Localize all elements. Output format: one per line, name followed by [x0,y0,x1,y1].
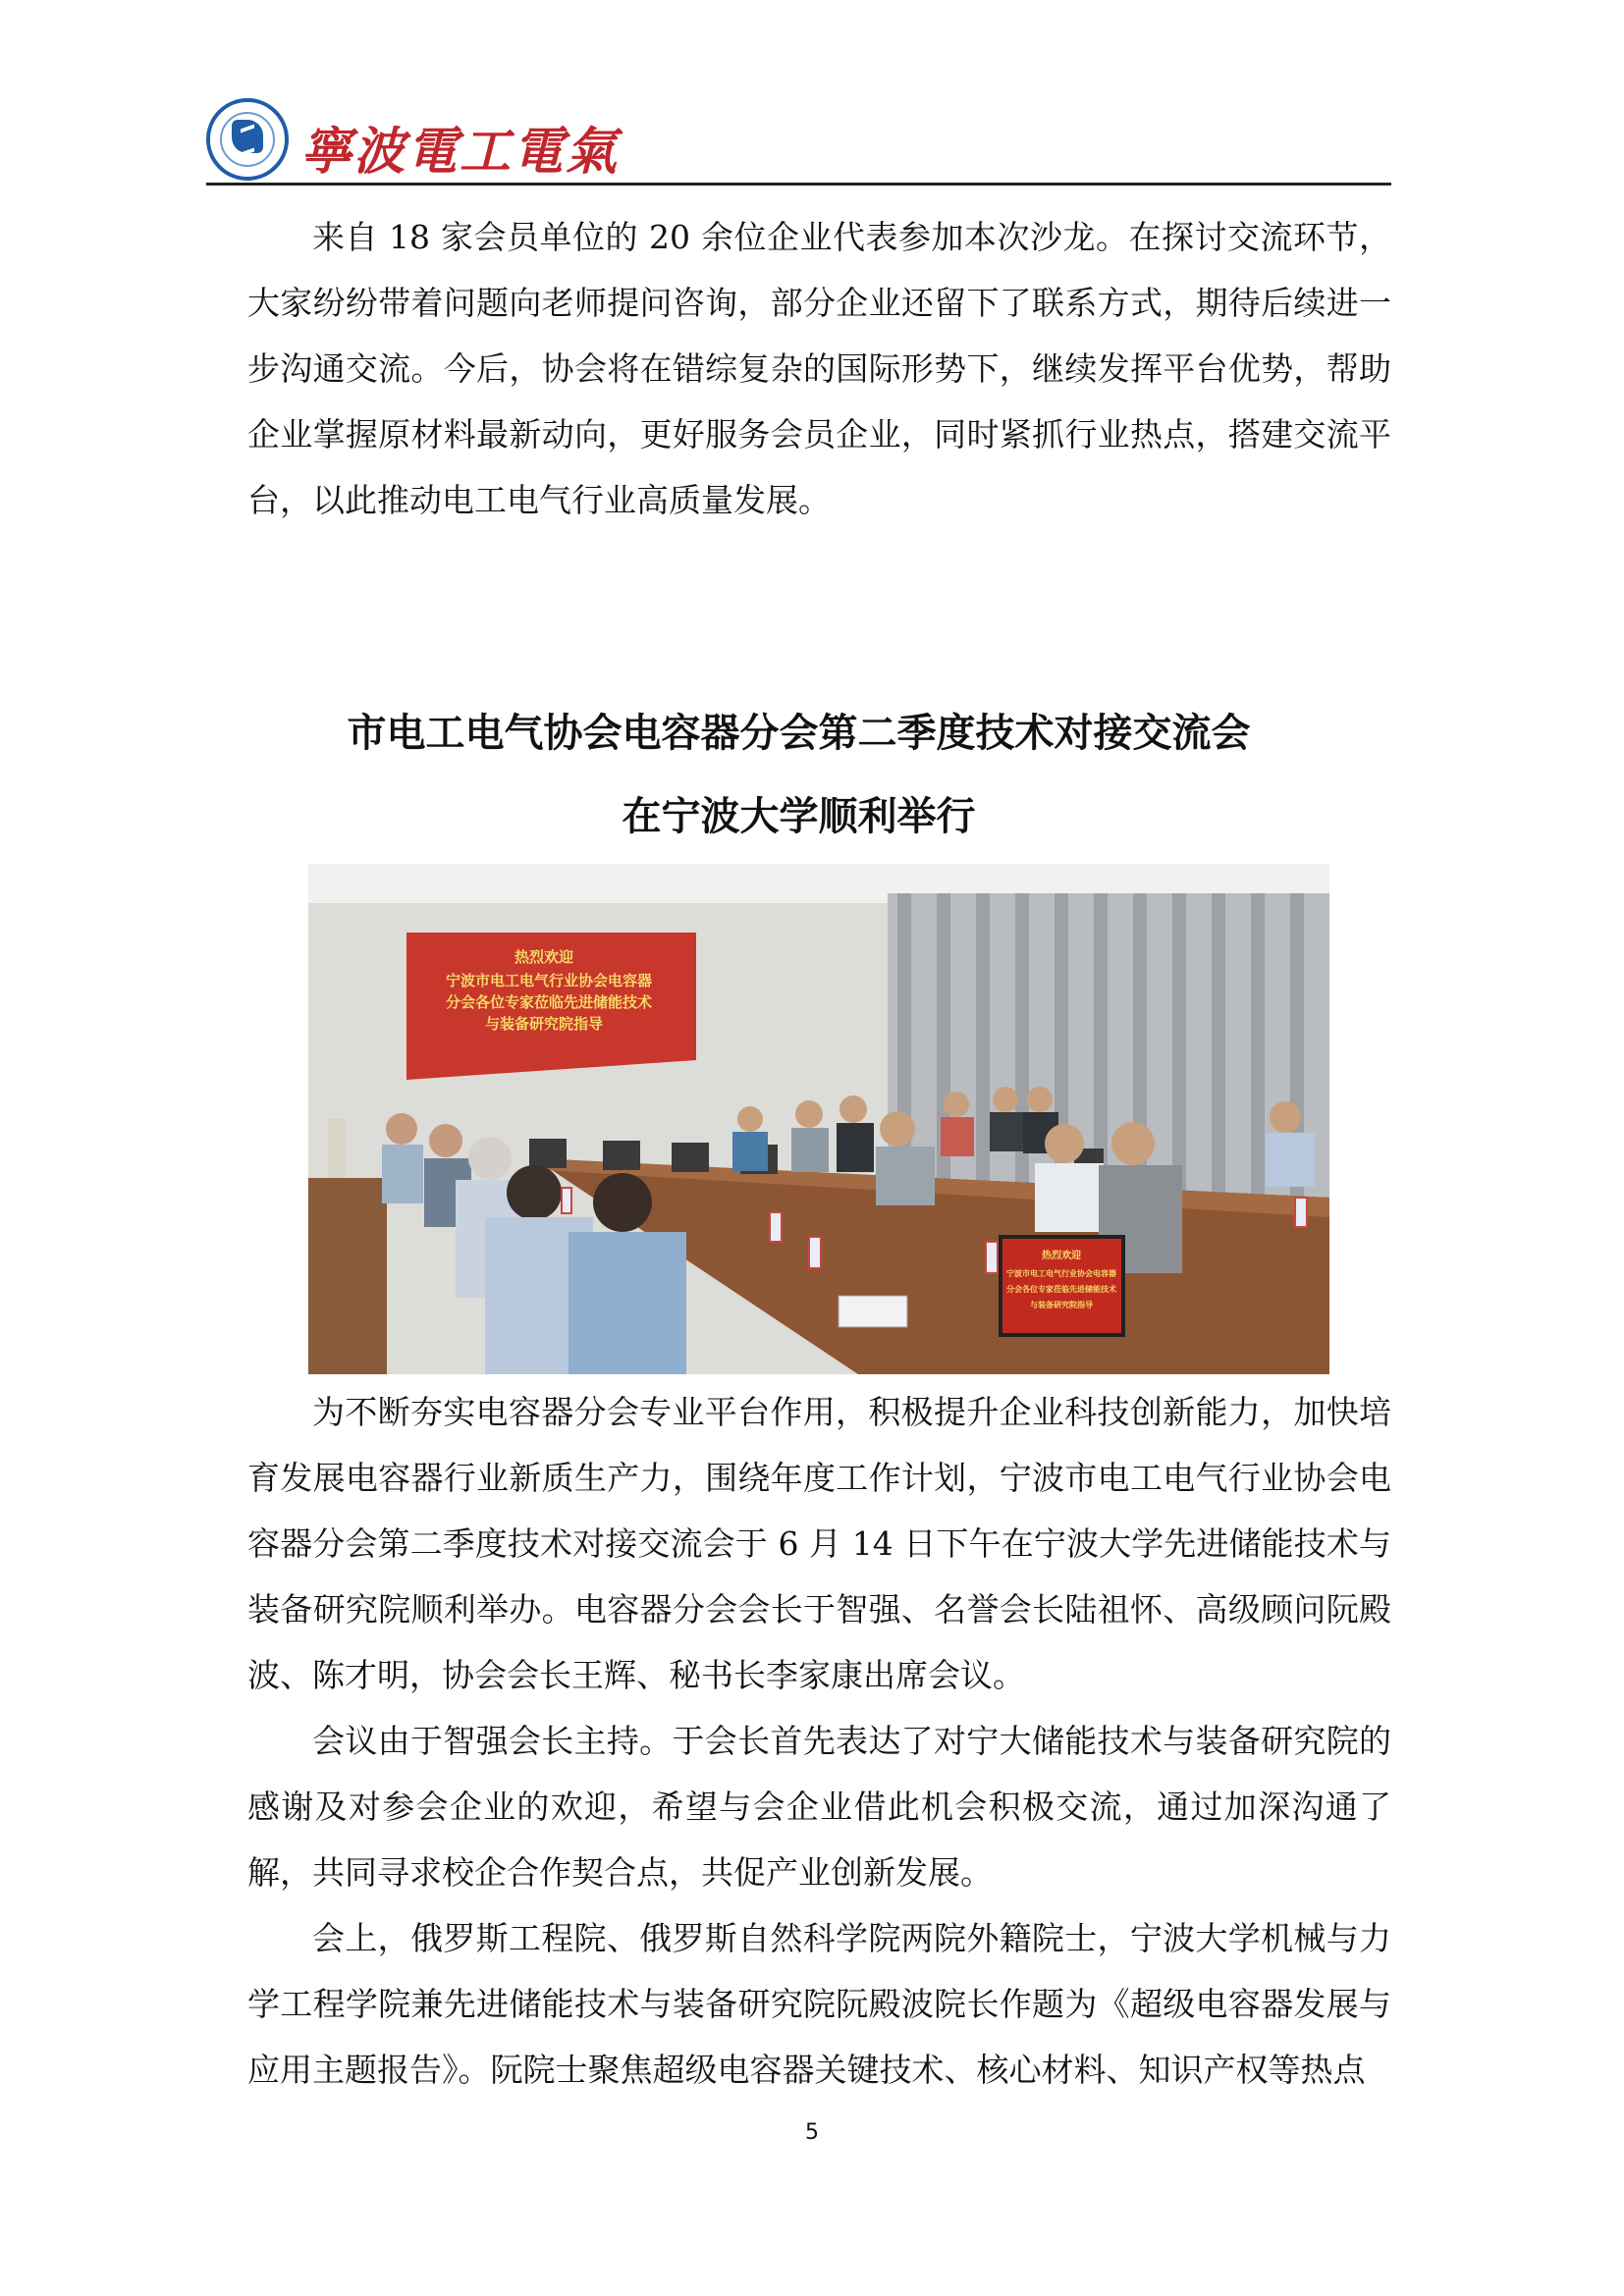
screen-line-1: 热烈欢迎 [514,948,574,966]
sign-line-3: 分会各位专家莅临先进储能技术 [1006,1285,1116,1294]
seal-mark [232,120,263,153]
page-header [206,98,1384,187]
sign-line-2: 宁波市电工电气行业协会电容器 [1006,1269,1116,1278]
header-divider [206,183,1391,186]
screen-line-3: 分会各位专家莅临先进储能技术 [445,993,653,1011]
page-number: 5 [805,2120,819,2145]
intro-paragraph: 来自 18 家会员单位的 20 余位企业代表参加本次沙龙。在探讨交流环节，大家纷纷带着问题向老师提问咨询，部分企业还留下了联系方式，期待后续进一步沟通交流。今后，协会将在错综复杂的国际形势下，继续发挥平台优势，帮助企业掌握原材料最新动向，更好服务会员企业，同时紧抓行业热点，搭建交流平台，以此推动电工电气行业高质量发展。 [247,218,1391,519]
article-title-line1: 市电工电气协会电容器分会第二季度技术对接交流会 [347,711,1251,756]
screen-line-2: 宁波市电工电气行业协会电容器 [445,972,653,989]
table-sign [1001,1237,1123,1335]
association-seal-icon [206,98,289,181]
projection-screen [406,933,696,1080]
body-paragraph-1: 为不断夯实电容器分会专业平台作用，积极提升企业科技创新能力，加快培育发展电容器行业新质生产力，围绕年度工作计划，宁波市电工电气行业协会电容器分会第二季度技术对接交流会于 6 月 14 日下午在宁波大学先进储能技术与装备研究院顺利举办。电容器分会会长于智强、名誉会长陆祖怀、高级顾问阮殿波、陈才明，协会会长王辉、秘书长李家康出席会议。 [247,1393,1391,1694]
meeting-photo [308,864,1329,1374]
publication-logo-text: 寧波電工電氣 [300,122,620,182]
sign-line-1: 热烈欢迎 [1042,1251,1081,1261]
screen-line-4: 与装备研究院指导 [484,1015,604,1033]
meeting-photo-illustration [308,864,1329,1374]
article-title-line2: 在宁波大学顺利举行 [622,794,976,839]
body-paragraph-2: 会议由于智强会长主持。于会长首先表达了对宁大储能技术与装备研究院的感谢及对参会企业的欢迎，希望与会企业借此机会积极交流，通过加深沟通了解，共同寻求校企合作契合点，共促产业创新发展。 [247,1722,1391,1892]
sign-line-4: 与装备研究院指导 [1030,1301,1093,1309]
body-paragraph-3: 会上，俄罗斯工程院、俄罗斯自然科学院两院外籍院士，宁波大学机械与力学工程学院兼先进储能技术与装备研究院阮殿波院长作题为《超级电容器发展与应用主题报告》。阮院士聚焦超级电容器关键技术、核心材料、知识产权等热点 [247,1919,1391,2089]
